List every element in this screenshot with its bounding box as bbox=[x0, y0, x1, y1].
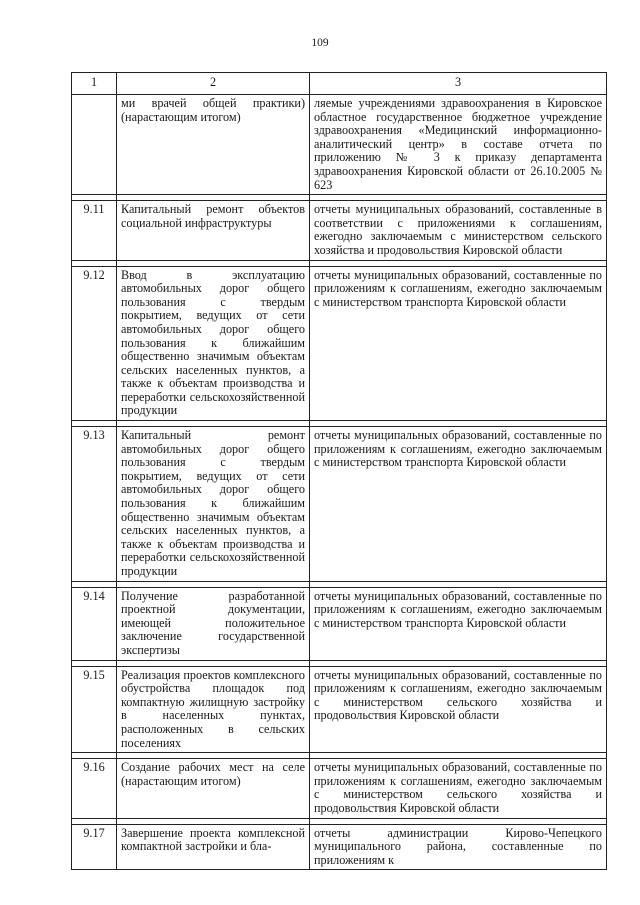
indicator-name: Завершение проекта комплексной компактной застройки и бла- bbox=[117, 824, 310, 870]
row-number: 9.11 bbox=[72, 201, 117, 260]
table-header-row bbox=[72, 73, 607, 95]
indicators-table bbox=[71, 72, 607, 870]
table-row bbox=[72, 266, 607, 421]
data-source: отчеты муниципальных образований, составленные в соответствии с приложениями к соглашениям, ежегодно заключаемым с министерством сельского хозяйства и продовольствия Кировской области bbox=[310, 201, 607, 260]
table-row bbox=[72, 201, 607, 260]
data-source: отчеты муниципальных образований, составленные по приложениям к соглашениям, ежегодно заключаемым с министерством транспорта Кировской области bbox=[310, 427, 607, 582]
row-number: 9.15 bbox=[72, 666, 117, 753]
data-source: отчеты администрации Кирово-Чепецкого муниципального района, составленные по приложениям к bbox=[310, 824, 607, 870]
row-number: 9.13 bbox=[72, 427, 117, 582]
data-source: отчеты муниципальных образований, составленные по приложениям к соглашениям, ежегодно заключаемым с министерством транспорта Кировской области bbox=[310, 587, 607, 660]
row-number: 9.12 bbox=[72, 266, 117, 421]
data-source: отчеты муниципальных образований, составленные по приложениям к соглашениям, ежегодно заключаемым с министерством сельского хозяйства и продовольствия Кировской области bbox=[310, 666, 607, 753]
data-source: ляемые учреждениями здравоохранения в Кировское областное государственное бюджетное учреждение здравоохранения «Медицинский информационно-аналитический центр» в составе отчета по приложению № 3 к приказу департамента здравоохранения Кировской области от 26.10.2005 № 623 bbox=[310, 95, 607, 195]
table-row bbox=[72, 95, 607, 195]
indicator-name: Реализация проектов комплексного обустройства площадок под компактную жилищную застройку в населенных пунктах, расположенных в сельских поселениях bbox=[117, 666, 310, 753]
table-row bbox=[72, 759, 607, 818]
row-number: 9.14 bbox=[72, 587, 117, 660]
table-row bbox=[72, 824, 607, 870]
header-col-2: 2 bbox=[117, 73, 310, 95]
indicator-name: Создание рабочих мест на селе (нарастающим итогом) bbox=[117, 759, 310, 818]
header-col-3: 3 bbox=[310, 73, 607, 95]
table-row bbox=[72, 666, 607, 753]
data-source: отчеты муниципальных образований, составленные по приложениям к соглашениям, ежегодно заключаемым с министерством транспорта Кировской области bbox=[310, 266, 607, 421]
row-number: 9.17 bbox=[72, 824, 117, 870]
data-source: отчеты муниципальных образований, составленные по приложениям к соглашениям, ежегодно заключаемым с министерством сельского хозяйства и продовольствия Кировской области bbox=[310, 759, 607, 818]
indicator-name: Капитальный ремонт объектов социальной инфраструктуры bbox=[117, 201, 310, 260]
row-number: 9.16 bbox=[72, 759, 117, 818]
table-row bbox=[72, 427, 607, 582]
indicator-name: Получение разработанной проектной документации, имеющей положительное заключение государственной экспертизы bbox=[117, 587, 310, 660]
indicator-name: Капитальный ремонт автомобильных дорог общего пользования с твердым покрытием, ведущих от сети автомобильных дорог общего пользования к ближайшим общественно значимым объектам сельских населенных пунктов, а также к объектам производства и переработки сельскохозяйственной продукции bbox=[117, 427, 310, 582]
table-row bbox=[72, 587, 607, 660]
indicator-name: ми врачей общей практики) (нарастающим итогом) bbox=[117, 95, 310, 195]
page-number: 109 bbox=[311, 37, 329, 49]
row-number bbox=[72, 95, 117, 195]
indicator-name: Ввод в эксплуатацию автомобильных дорог общего пользования с твердым покрытием, ведущих от сети автомобильных дорог общего пользования к ближайшим общественно значимым объектам сельских населенных пунктов, а также к объектам производства и переработки сельскохозяйственной продукции bbox=[117, 266, 310, 421]
header-col-1: 1 bbox=[72, 73, 117, 95]
